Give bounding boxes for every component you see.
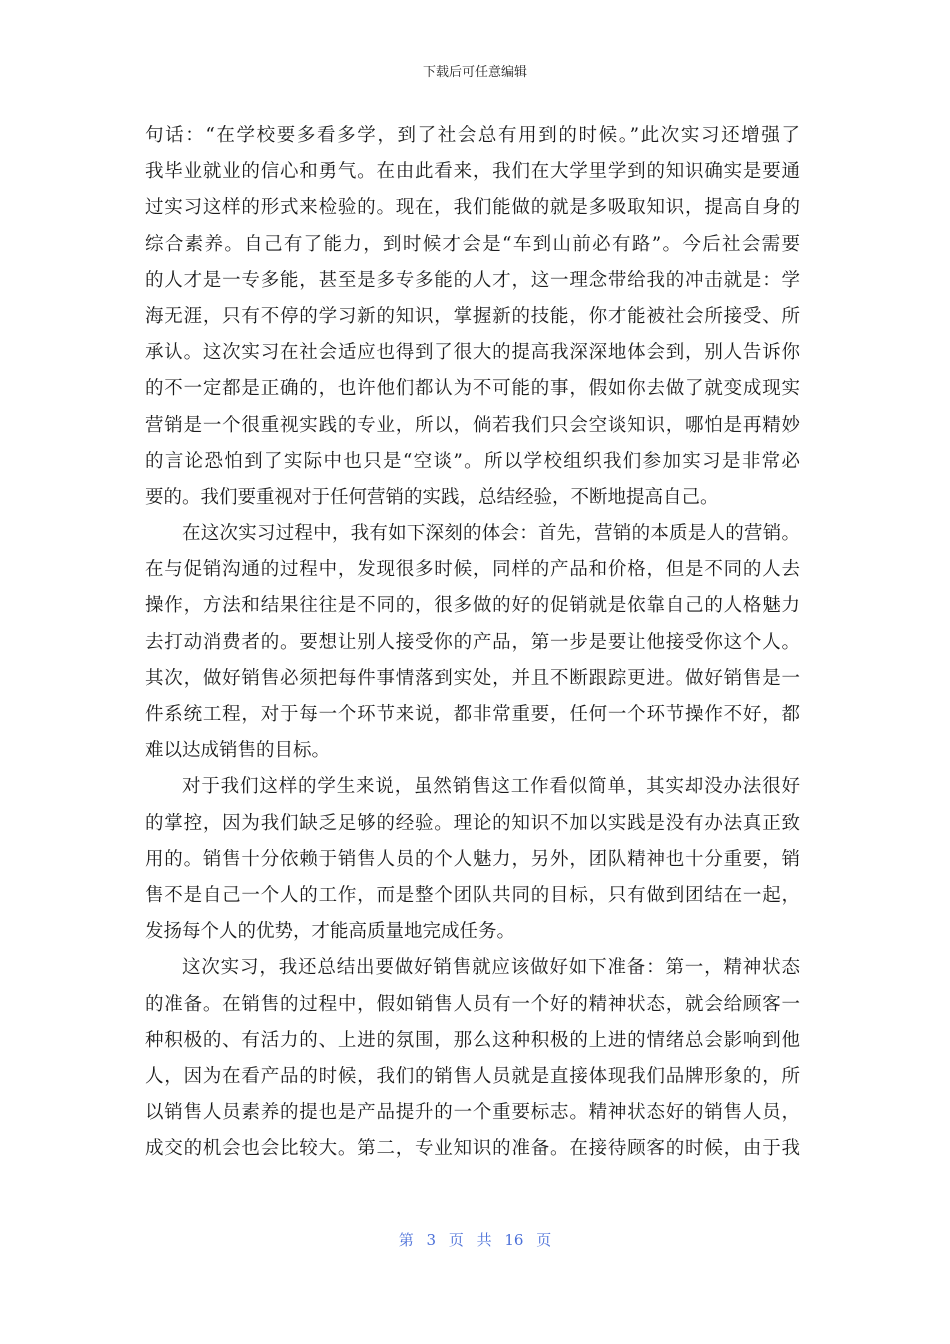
text-line: 综合素养。自己有了能力，到时候才会是“车到山前必有路”。今后社会需要 xyxy=(145,233,800,255)
text-line: 难以达成销售的目标。 xyxy=(145,740,331,762)
text-line: 以销售人员素养的提也是产品提升的一个重要标志。精神状态好的销售人员， xyxy=(145,1102,800,1124)
text-line: 售不是自己一个人的工作，而是整个团队共同的目标，只有做到团结在一起， xyxy=(145,884,800,906)
text-line: 对于我们这样的学生来说，虽然销售这工作看似简单，其实却没办法很好 xyxy=(182,776,800,798)
text-line: 在与促销沟通的过程中，发现很多时候，同样的产品和价格，但是不同的人去 xyxy=(145,559,800,581)
text-line: 的言论恐怕到了实际中也只是“空谈”。所以学校组织我们参加实习是非常必 xyxy=(145,450,800,472)
text-line: 这次实习，我还总结出要做好销售就应该做好如下准备：第一，精神状态 xyxy=(182,957,800,979)
text-line: 的准备。在销售的过程中，假如销售人员有一个好的精神状态，就会给顾客一 xyxy=(145,993,800,1015)
text-line: 句话：“在学校要多看多学，到了社会总有用到的时候。”此次实习还增强了 xyxy=(145,125,800,146)
text-line: 其次，做好销售必须把每件事情落到实处，并且不断跟踪更进。做好销售是一 xyxy=(145,667,800,689)
text-line: 在这次实习过程中，我有如下深刻的体会：首先，营销的本质是人的营销。 xyxy=(182,523,800,545)
document-body xyxy=(145,118,800,1167)
text-line: 的不一定都是正确的，也许他们都认为不可能的事，假如你去做了就变成现实 xyxy=(145,378,800,400)
text-line: 的人才是一专多能，甚至是多专多能的人才，这一理念带给我的冲击就是：学 xyxy=(145,269,800,291)
text-line: 去打动消费者的。要想让别人接受你的产品，第一步是要让他接受你这个人。 xyxy=(145,631,800,653)
page-header: 下载后可任意编辑 xyxy=(422,65,527,80)
text-line: 件系统工程，对于每一个环节来说，都非常重要，任何一个环节操作不好，都 xyxy=(145,704,800,725)
text-line: 海无涯，只有不停的学习新的知识，掌握新的技能，你才能被社会所接受、所 xyxy=(145,305,800,327)
text-line: 用的。销售十分依赖于销售人员的个人魅力，另外，团队精神也十分重要，销 xyxy=(145,848,800,870)
text-line: 种积极的、有活力的、上进的氛围，那么这种积极的上进的情绪总会影响到他 xyxy=(145,1029,800,1051)
text-line: 要的。我们要重视对于任何营销的实践，总结经验，不断地提高自己。 xyxy=(145,486,719,508)
text-line: 过实习这样的形式来检验的。现在，我们能做的就是多吸取知识，提高自身的 xyxy=(145,197,800,219)
text-line: 人，因为在看产品的时候，我们的销售人员就是直接体现我们品牌形象的，所 xyxy=(145,1065,800,1087)
text-line: 我毕业就业的信心和勇气。在由此看来，我们在大学里学到的知识确实是要通 xyxy=(145,161,800,183)
page-number-footer: 第 3 页 共 16 页 xyxy=(398,1231,552,1249)
text-line: 的掌控，因为我们缺乏足够的经验。理论的知识不加以实践是没有办法真正致 xyxy=(145,812,800,834)
text-line: 发扬每个人的优势，才能高质量地完成任务。 xyxy=(145,921,516,943)
text-line: 营销是一个很重视实践的专业，所以，倘若我们只会空谈知识，哪怕是再精妙 xyxy=(145,414,800,436)
text-line: 操作，方法和结果往往是不同的，很多做的好的促销就是依靠自己的人格魅力 xyxy=(145,595,800,617)
text-line: 成交的机会也会比较大。第二，专业知识的准备。在接待顾客的时候，由于我 xyxy=(145,1138,800,1160)
text-line: 承认。这次实习在社会适应也得到了很大的提高我深深地体会到，别人告诉你 xyxy=(145,342,800,364)
